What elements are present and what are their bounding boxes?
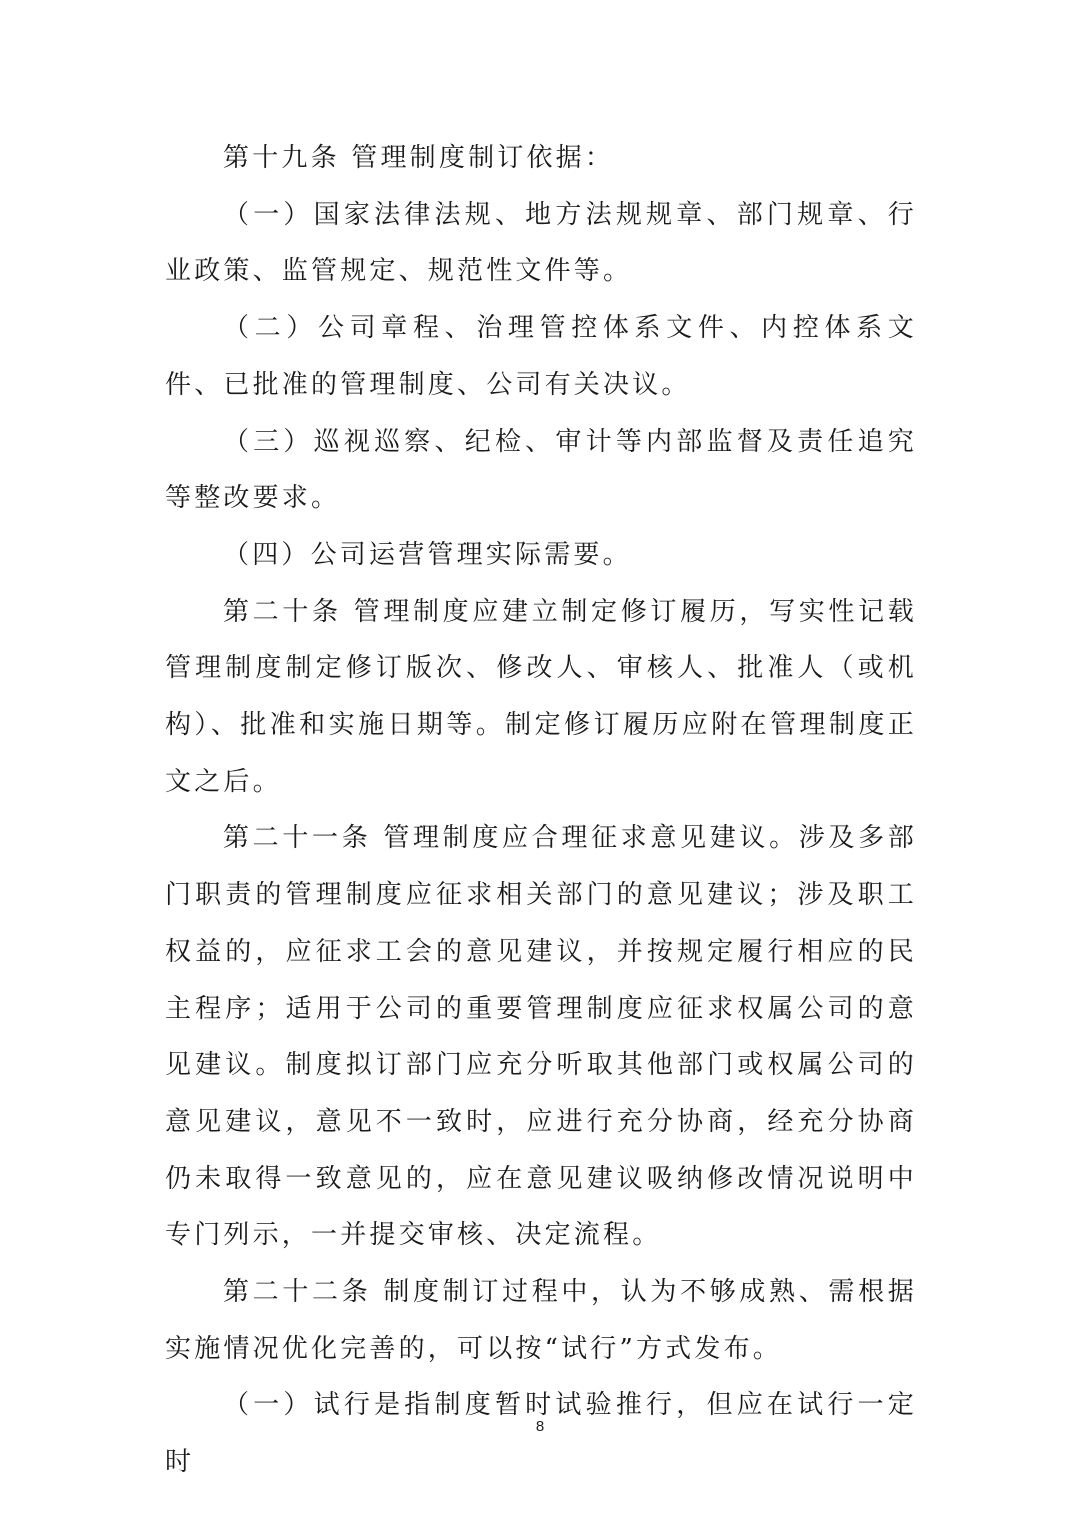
document-body [165, 130, 917, 1491]
article-19-heading: 第十九条 管理制度制订依据： [223, 143, 615, 173]
article-22: 第二十二条 制度制订过程中，认为不够成熟、需根据实施情况优化完善的，可以按“试行”方式发布。 [165, 1277, 917, 1364]
article-19-item-2: （二）公司章程、治理管控体系文件、内控体系文件、已批准的管理制度、公司有关决议。 [165, 313, 917, 400]
article-22-item-1: （一）试行是指制度暂时试验推行，但应在试行一定时 [165, 1390, 917, 1478]
article-19-item-3: （三）巡视巡察、纪检、审计等内部监督及责任追究等整改要求。 [165, 426, 917, 514]
page-number: 8 [535, 1418, 545, 1435]
article-19-item-4: （四）公司运营管理实际需要。 [223, 539, 632, 570]
article-21: 第二十一条 管理制度应合理征求意见建议。涉及多部门职责的管理制度应征求相关部门的意见建议；涉及职工权益的，应征求工会的意见建议，并按规定履行相应的民主程序；适用于公司的重要管理制度应征求权属公司的意见建议。制度拟订部门应充分听取其他部门或权属公司的意见建议，意见不一致时，应进行充分协商，经充分协商仍未取得一致意见的，应在意见建议吸纳修改情况说明中专门列示，一并提交审核、决定流程。 [165, 823, 917, 1251]
article-20: 第二十条 管理制度应建立制定修订履历，写实性记载管理制度制定修订版次、修改人、审核人、批准人（或机构）、批准和实施日期等。制定修订履历应附在管理制度正文之后。 [165, 596, 917, 797]
article-19-item-1: （一）国家法律法规、地方法规规章、部门规章、行业政策、监管规定、规范性文件等。 [165, 199, 917, 287]
